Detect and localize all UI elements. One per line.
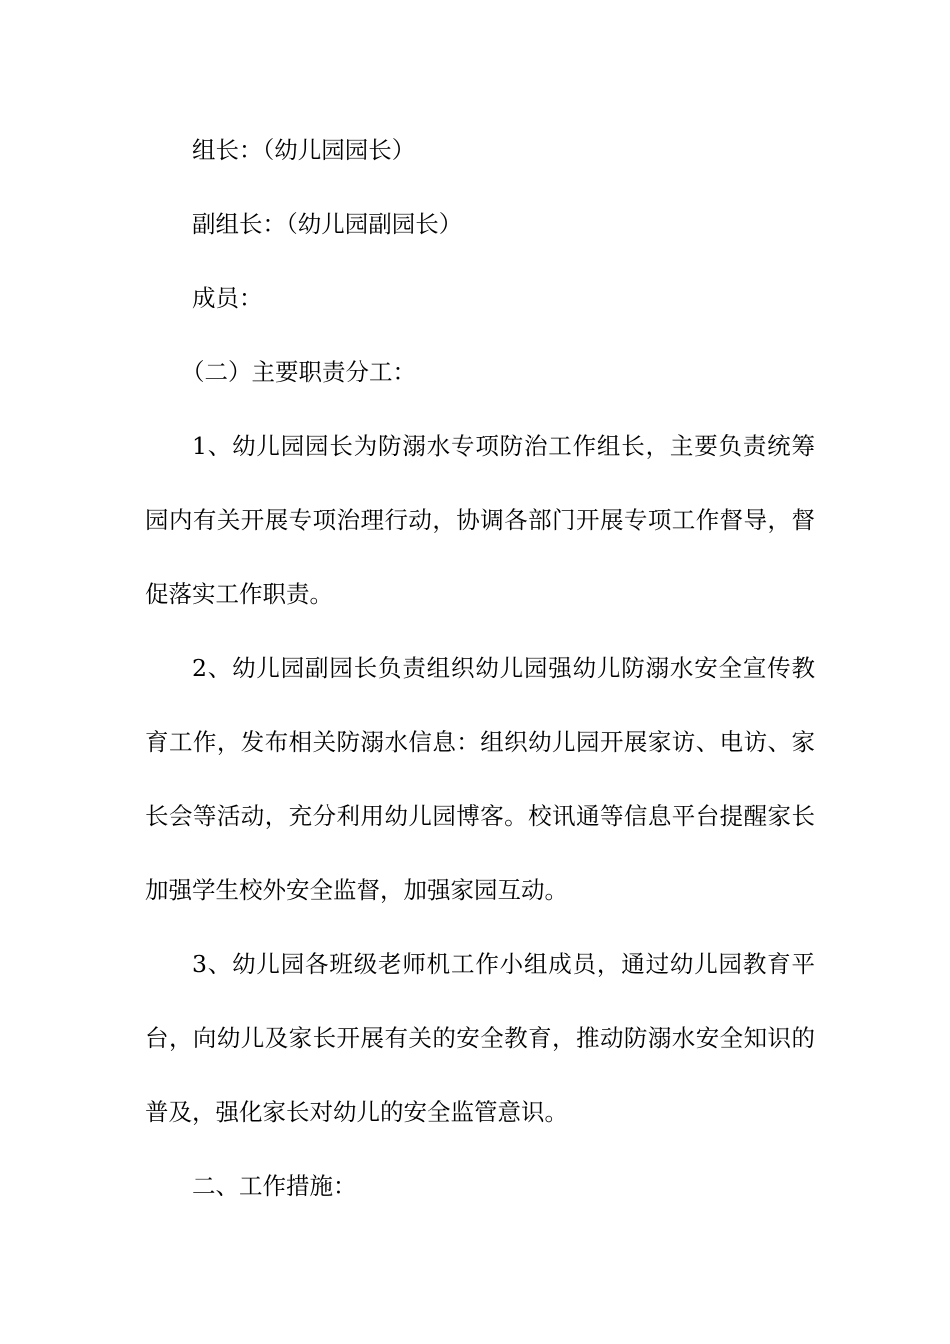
section-heading-responsibilities: （二）主要职责分工： (181, 358, 416, 386)
paragraph-item-3: 3、幼儿园各班级老师机工作小组成员，通过幼儿园教育平台，向幼儿及家长开展有关的安全教育，推动防溺水安全知识的普及，强化家长对幼儿的安全监管意识。 (145, 950, 815, 1126)
paragraph-team-leader: 组长：（幼儿园园长） (192, 136, 416, 164)
paragraph-item-2: 2、幼儿园副园长负责组织幼儿园强幼儿防溺水安全宣传教育工作，发布相关防溺水信息：组织幼儿园开展家访、电访、家长会等活动，充分利用幼儿园博客。校讯通等信息平台提醒家长加强学生校外安全监督，加强家园互动。 (145, 654, 815, 904)
paragraph-members: 成员： (192, 284, 263, 312)
paragraph-item-1: 1、幼儿园园长为防溺水专项防治工作组长，主要负责统筹园内有关开展专项治理行动，协调各部门开展专项工作督导，督促落实工作职责。 (145, 432, 815, 608)
section-heading-measures: 二、工作措施： (192, 1172, 357, 1200)
document-body (145, 113, 815, 1223)
paragraph-deputy-leader: 副组长：（幼儿园副园长） (192, 210, 463, 238)
